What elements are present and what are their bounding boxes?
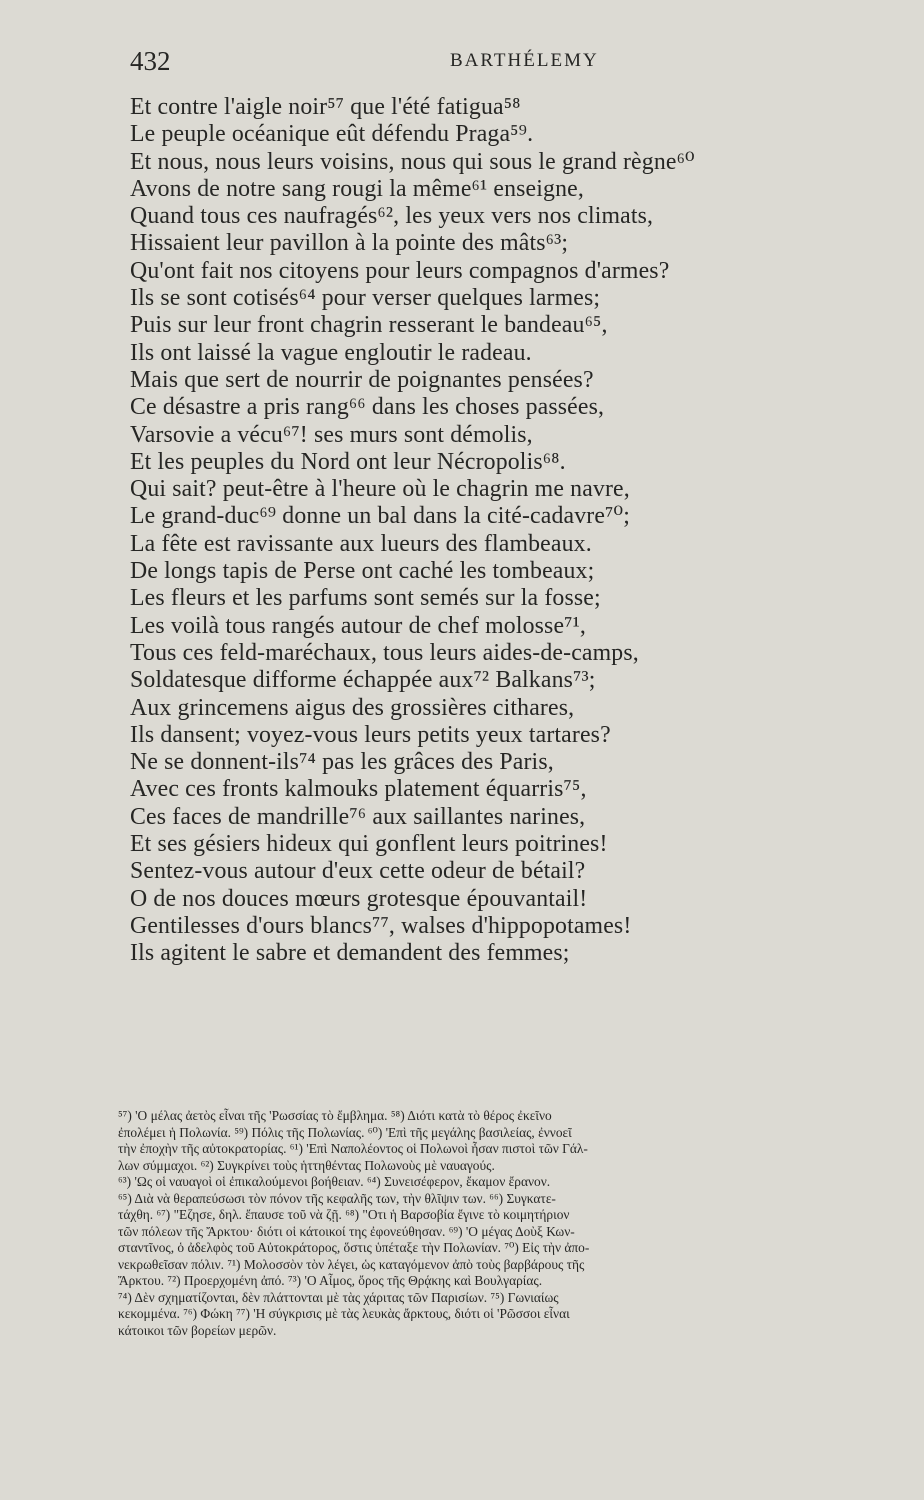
verse-line: Quand tous ces naufragés⁶², les yeux vers nos climats, bbox=[130, 203, 654, 230]
verse-line: Ces faces de mandrille⁷⁶ aux saillantes narines, bbox=[130, 803, 586, 830]
page-number: 432 bbox=[130, 46, 171, 76]
verse-line: Qu'ont fait nos citoyens pour leurs compagnos d'armes? bbox=[130, 257, 670, 284]
verse-line: Puis sur leur front chagrin resserant le bandeau⁶⁵, bbox=[130, 312, 608, 339]
footnote-line: ⁵⁷) 'Ο μέλας ἀετὸς εἶναι τῆς 'Ρωσσίας τὸ ἔμβλημα. ⁵⁸) Διότι κατὰ τὸ θέρος ἐκεῖνο bbox=[118, 1108, 552, 1123]
verse-line: Ils agitent le sabre et demandent des femmes; bbox=[130, 940, 570, 967]
footnote-line: ⁶⁵) Διὰ νὰ θεραπεύσωσι τὸν πόνον τῆς κεφαλῆς των, τὴν θλῖψιν των. ⁶⁶) Συγκατε- bbox=[118, 1190, 556, 1206]
verse-line: Ils se sont cotisés⁶⁴ pour verser quelques larmes; bbox=[130, 285, 601, 312]
footnote-line: ⁷⁴) Δὲν σχηματίζονται, δὲν πλάττονται μὲ τὰς χάριτας τῶν Παρισίων. ⁷⁵) Γωνιαίως bbox=[118, 1289, 559, 1305]
footnote-line: λων σύμμαχοι. ⁶²) Συγκρίνει τοὺς ἡττηθέντας Πολωνοὺς μὲ ναυαγούς. bbox=[118, 1157, 495, 1173]
verse-line: Ce désastre a pris rang⁶⁶ dans les choses passées, bbox=[130, 394, 605, 421]
verse-line: Tous ces feld-maréchaux, tous leurs aides-de-camps, bbox=[130, 639, 639, 666]
verse-line: Ils dansent; voyez-vous leurs petits yeux tartares? bbox=[130, 721, 611, 748]
footnote-line: νεκρωθεῖσαν πόλιν. ⁷¹) Μολοσσὸν τὸν λέγει, ὡς καταγόμενον ἀπὸ τοὺς βαρβάρους τῆς bbox=[118, 1256, 585, 1272]
verse-line: De longs tapis de Perse ont caché les tombeaux; bbox=[130, 558, 595, 585]
verse-line: La fête est ravissante aux lueurs des flambeaux. bbox=[130, 530, 592, 557]
footnote-line: κάτοικοι τῶν βορείων μερῶν. bbox=[118, 1322, 277, 1338]
verse-line: Aux grincemens aigus des grossières cithares, bbox=[130, 694, 575, 721]
footnote-line: τὴν ἐποχὴν τῆς αὐτοκρατορίας. ⁶¹) 'Επὶ Ναπολέοντος οἱ Πολωνοὶ ἦσαν πιστοὶ τῶν Γάλ- bbox=[118, 1141, 588, 1156]
verse-line: Sentez-vous autour d'eux cette odeur de bétail? bbox=[130, 858, 586, 885]
verse-line: Mais que sert de nourrir de poignantes pensées? bbox=[130, 366, 594, 393]
verse-line: Soldatesque difforme échappée aux⁷² Balkans⁷³; bbox=[130, 667, 596, 694]
verse-line: Les fleurs et les parfums sont semés sur la fosse; bbox=[130, 585, 601, 612]
verse-line: Ne se donnent-ils⁷⁴ pas les grâces des Paris, bbox=[130, 749, 554, 776]
verse-block bbox=[130, 94, 750, 968]
footnote-line: τῶν πόλεων τῆς Ἄρκτου· διότι οἱ κάτοικοί της ἐφονεύθησαν. ⁶⁹) 'Ο μέγας Δοὺξ Κων- bbox=[118, 1223, 575, 1239]
verse-line: Le peuple océanique eût défendu Praga⁵⁹. bbox=[130, 121, 534, 148]
footnote-line: Ἄρκτου. ⁷²) Προερχομένη ἀπό. ⁷³) 'Ο Αἶμος, ὄρος τῆς Θρᾴκης καὶ Βουλγαρίας. bbox=[118, 1273, 543, 1288]
verse-line: Avons de notre sang rougi la même⁶¹ enseigne, bbox=[130, 175, 584, 202]
verse-line: Et nous, nous leurs voisins, nous qui sous le grand règne⁶⁰ bbox=[130, 148, 695, 175]
running-head: BARTHÉLEMY bbox=[450, 50, 599, 71]
footnote-line: ⁶³) 'Ως οἱ ναυαγοὶ οἱ ἐπικαλούμενοι βοήθειαν. ⁶⁴) Συνεισέφερον, ἔκαμον ἔρανον. bbox=[118, 1174, 551, 1189]
verse-line: Et contre l'aigle noir⁵⁷ que l'été fatigua⁵⁸ bbox=[130, 94, 521, 120]
verse-line: Gentilesses d'ours blancs⁷⁷, walses d'hippopotames! bbox=[130, 912, 632, 939]
verse-line: Ils ont laissé la vague engloutir le radeau. bbox=[130, 339, 532, 366]
verse-line: O de nos douces mœurs grotesque épouvantail! bbox=[130, 885, 588, 912]
footnotes-block bbox=[118, 1108, 798, 1339]
verse-line: Le grand-duc⁶⁹ donne un bal dans la cité-cadavre⁷⁰; bbox=[130, 503, 630, 530]
verse-line: Qui sait? peut-être à l'heure où le chagrin me navre, bbox=[130, 476, 630, 503]
verse-line: Hissaient leur pavillon à la pointe des mâts⁶³; bbox=[130, 230, 569, 257]
footnote-line: ἐπολέμει ἡ Πολωνία. ⁵⁹) Πόλις τῆς Πολωνίας. ⁶⁰) 'Επὶ τῆς μεγάλης βασιλείας, ἐννοεῖ bbox=[118, 1124, 572, 1140]
page-header bbox=[130, 46, 790, 78]
verse-line: Et ses gésiers hideux qui gonflent leurs poitrines! bbox=[130, 831, 608, 858]
footnote-line: κεκομμένα. ⁷⁶) Φώκη ⁷⁷) 'Η σύγκρισις μὲ τὰς λευκὰς ἄρκτους, διότι οἱ 'Ρῶσσοι εἶναι bbox=[118, 1306, 570, 1321]
verse-line: Et les peuples du Nord ont leur Nécropolis⁶⁸. bbox=[130, 448, 566, 475]
verse-line: Varsovie a vécu⁶⁷! ses murs sont démolis, bbox=[130, 421, 533, 448]
footnote-line: τάχθη. ⁶⁷) "Εζησε, δηλ. ἔπαυσε τοῦ νὰ ζῇ. ⁶⁸) "Οτι ἡ Βαρσοβία ἔγινε τὸ κοιμητήριον bbox=[118, 1207, 570, 1222]
verse-line: Les voilà tous rangés autour de chef molosse⁷¹, bbox=[130, 612, 586, 639]
footnote-line: σταντῖνος, ὁ ἀδελφὸς τοῦ Αὐτοκράτορος, ὅστις ὑπέταξε τὴν Πολωνίαν. ⁷⁰) Εἰς τὴν ἀπο- bbox=[118, 1240, 590, 1255]
verse-line: Avec ces fronts kalmouks platement équarris⁷⁵, bbox=[130, 776, 587, 803]
